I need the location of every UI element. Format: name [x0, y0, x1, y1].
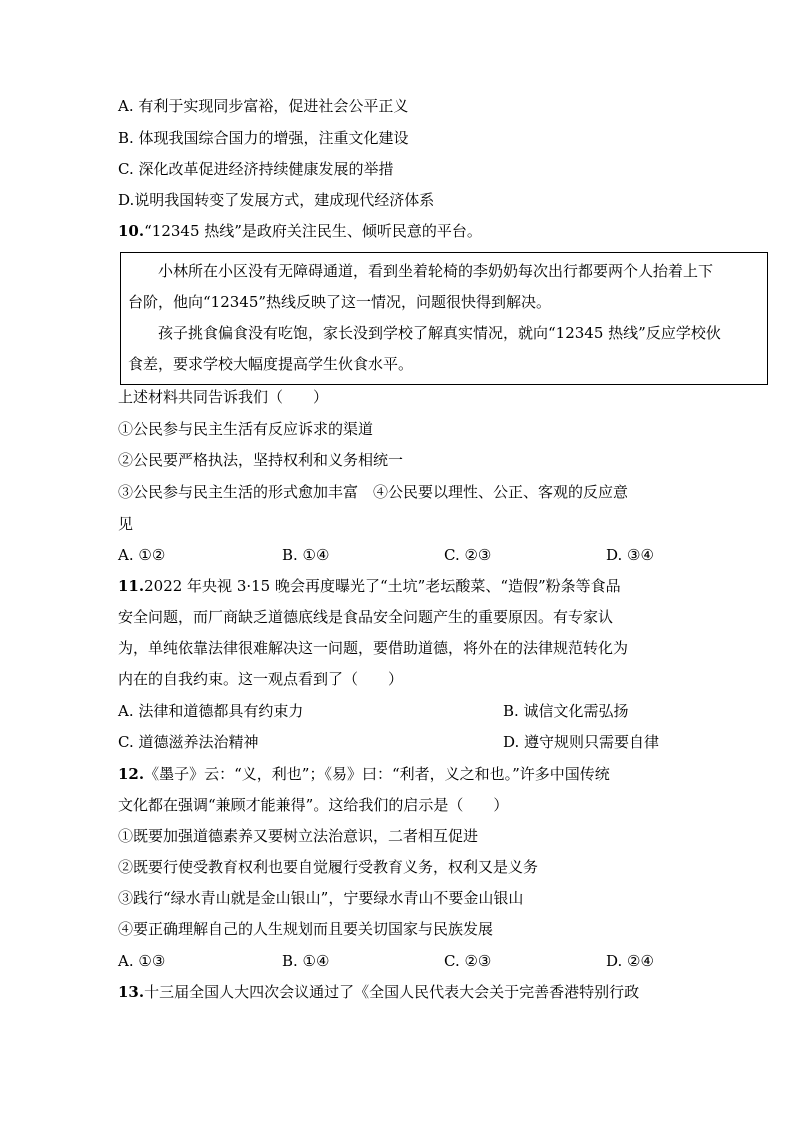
q10-statement-wrap: 见: [118, 515, 134, 533]
q11-line-2: 安全问题，而厂商缺乏道德底线是食品安全问题产生的重要原因。有专家认: [118, 608, 614, 626]
q10-option-d: D. ③④: [606, 546, 654, 564]
q9-option-a: A. 有利于实现同步富裕，促进社会公平正义: [118, 97, 409, 115]
q13-number: 13.: [118, 983, 145, 1001]
q10-number: 10.: [118, 222, 145, 240]
q12-line-2: 文化都在强调“兼顾才能兼得”。这给我们的启示是（ ）: [118, 796, 509, 814]
q12-text-1: 《墨子》云：“义，利也”；《易》曰：“利者，义之和也。”许多中国传统: [144, 765, 610, 783]
q12-option-a: A. ①③: [118, 952, 166, 970]
q11-text-1: 2022 年央视 3·15 晚会再度曝光了“土坑”老坛酸菜、“造假”粉条等食品: [144, 577, 621, 595]
q10-stem: “12345 热线”是政府关注民生、倾听民意的平台。: [144, 222, 482, 240]
q11-option-b: B. 诚信文化需弘扬: [503, 702, 629, 720]
q10-option-c: C. ②③: [444, 546, 492, 564]
q10-statement-2: ②公民要严格执法，坚持权利和义务相统一: [118, 451, 404, 469]
q9-option-b: B. 体现我国综合国力的增强，注重文化建设: [118, 129, 409, 147]
q10-material-line-3: 孩子挑食偏食没有吃饱，家长没到学校了解真实情况，就向“12345 热线”反应学校伙: [158, 324, 721, 342]
q11-number: 11.: [118, 577, 145, 595]
q10-statement-1: ①公民参与民主生活有反应诉求的渠道: [118, 420, 374, 438]
q11-line-3: 为，单纯依靠法律很难解决这一问题，要借助道德，将外在的法律规范转化为: [118, 639, 629, 657]
q12-line-1: [118, 763, 610, 785]
q10-statement-3-4: ③公民参与民主生活的形式愈加丰富 ④公民要以理性、公正、客观的反应意: [118, 483, 629, 501]
q9-option-d: D.说明我国转变了发展方式，建成现代经济体系: [118, 191, 435, 209]
q10-material-line-4: 食差，要求学校大幅度提高学生伙食水平。: [128, 355, 414, 373]
q10-material-line-2: 台阶，他向“12345”热线反映了这一情况，问题很快得到解决。: [128, 293, 552, 311]
q10-stem-line: [118, 220, 482, 242]
q10-material-box: [120, 252, 768, 385]
q12-statement-3: ③践行“绿水青山就是金山银山”，宁要绿水青山不要金山银山: [118, 889, 524, 907]
q11-line-1: [118, 575, 621, 597]
q12-option-b: B. ①④: [282, 952, 330, 970]
q12-option-d: D. ②④: [606, 952, 654, 970]
q11-option-d: D. 遵守规则只需要自律: [503, 733, 660, 751]
q12-statement-1: ①既要加强道德素养又要树立法治意识，二者相互促进: [118, 827, 479, 845]
q12-statement-2: ②既要行使受教育权利也要自觉履行受教育义务，权利又是义务: [118, 858, 539, 876]
q11-line-4: 内在的自我约束。这一观点看到了（ ）: [118, 670, 404, 688]
q10-material-line-1: 小林所在小区没有无障碍通道，看到坐着轮椅的李奶奶每次出行都要两个人抬着上下: [158, 262, 714, 280]
q10-option-a: A. ①②: [118, 546, 166, 564]
q13-line-1: [118, 981, 639, 1003]
q10-option-b: B. ①④: [282, 546, 330, 564]
q12-number: 12.: [118, 765, 145, 783]
q10-question: 上述材料共同告诉我们（ ）: [118, 388, 329, 406]
q9-option-c: C. 深化改革促进经济持续健康发展的举措: [118, 160, 394, 178]
q12-statement-4: ④要正确理解自己的人生规划而且要关切国家与民族发展: [118, 920, 494, 938]
q13-text-1: 十三届全国人大四次会议通过了《全国人民代表大会关于完善香港特别行政: [144, 983, 640, 1001]
q11-option-a: A. 法律和道德都具有约束力: [118, 702, 304, 720]
q11-option-c: C. 道德滋养法治精神: [118, 733, 259, 751]
q12-option-c: C. ②③: [444, 952, 492, 970]
